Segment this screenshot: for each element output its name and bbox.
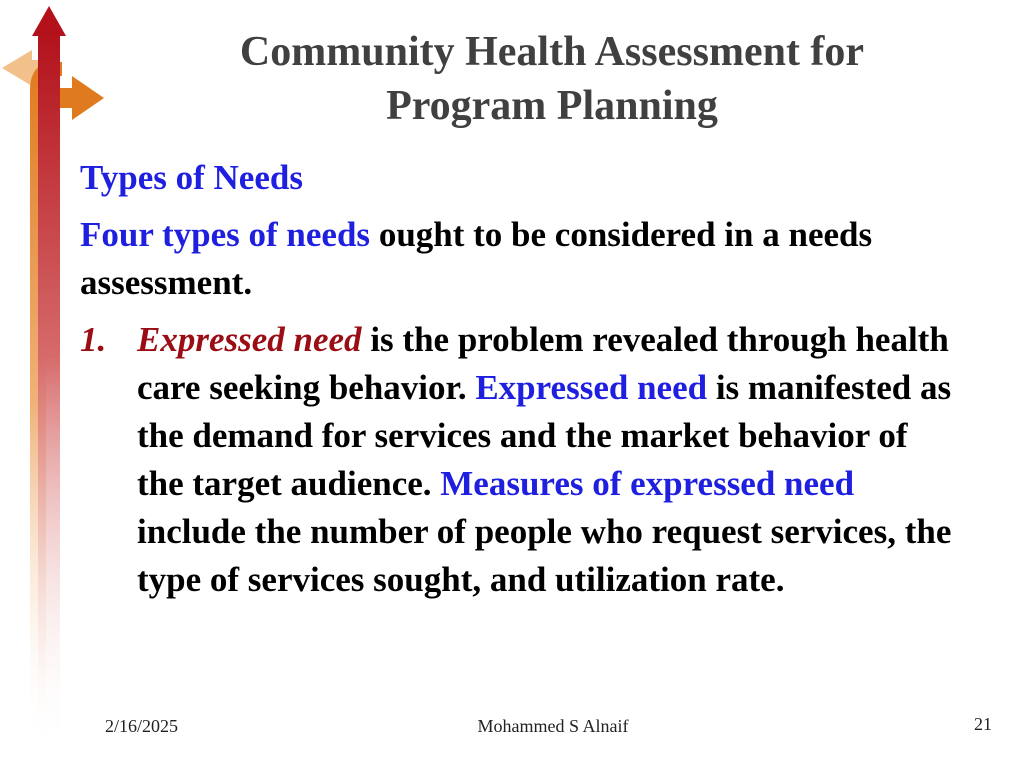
list-item-number: 1.: [80, 320, 107, 359]
intro-highlight: Four types of needs: [80, 215, 371, 254]
list-item: [80, 316, 960, 604]
intro-paragraph: [80, 211, 960, 307]
slide-title: [180, 25, 924, 133]
intro-text: ought to be considered in a needs assessment.: [80, 215, 873, 302]
page-number: 21: [974, 714, 992, 734]
term-expressed-need-2: Expressed need: [475, 368, 708, 407]
section-subheading: Types of Needs: [80, 158, 303, 197]
item-text-2: is manifested as the demand for services and the market behavior of the target audience.: [137, 368, 952, 503]
item-text-1: is the problem revealed through health care seeking behavior.: [137, 320, 949, 407]
slide-title-line2: Program Planning: [386, 83, 718, 129]
term-measures: Measures of expressed need: [440, 464, 855, 503]
footer-date: 2/16/2025: [105, 716, 179, 736]
list-item-body: [137, 316, 960, 604]
slide-title-line1: Community Health Assessment for: [239, 29, 865, 75]
footer-author: Mohammed S Alnaif: [477, 716, 629, 736]
term-expressed-need: Expressed need: [137, 320, 362, 359]
up-arrow-icon: [32, 6, 66, 36]
item-text-3: include the number of people who request services, the type of services sought, and utilization rate.: [137, 512, 952, 599]
